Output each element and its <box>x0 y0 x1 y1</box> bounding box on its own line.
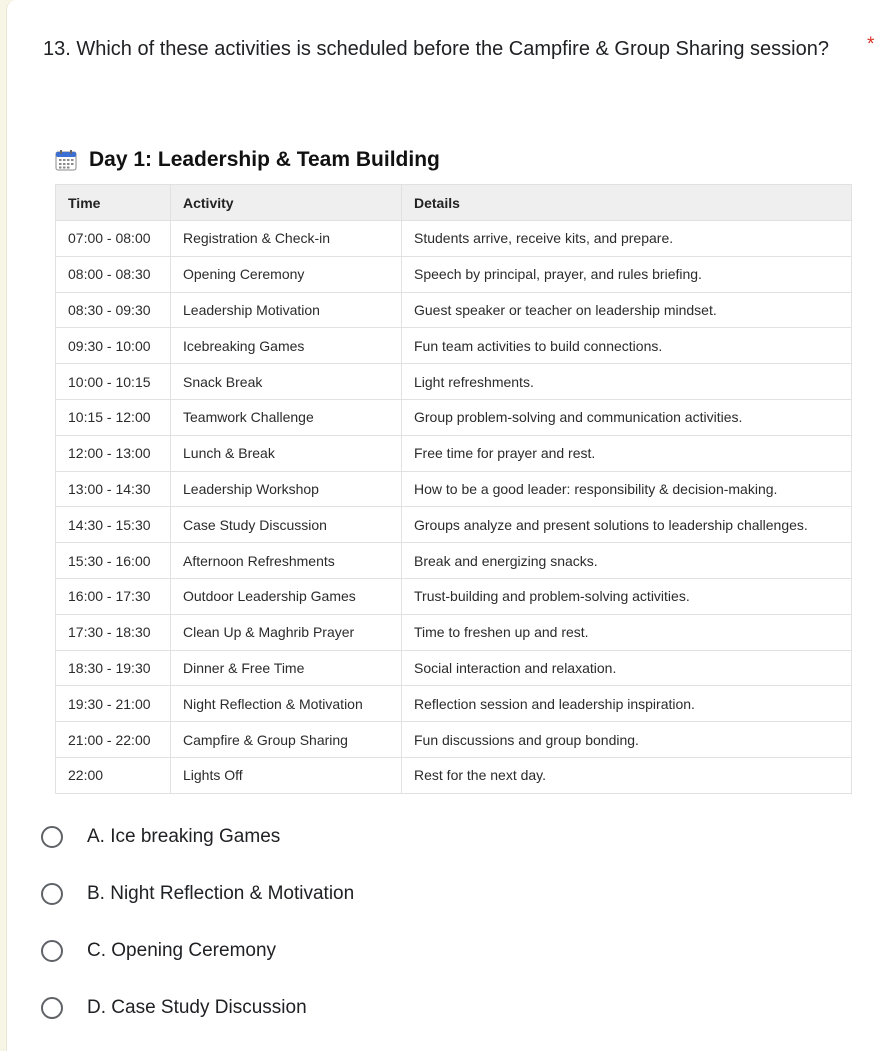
table-row <box>56 399 852 435</box>
table-row <box>56 543 852 579</box>
activity-cell: Dinner & Free Time <box>171 650 402 686</box>
table-row <box>56 292 852 328</box>
details-cell: Break and energizing snacks. <box>402 543 852 579</box>
activity-cell: Teamwork Challenge <box>171 399 402 435</box>
time-cell: 10:15 - 12:00 <box>56 399 171 435</box>
details-cell: Time to freshen up and rest. <box>402 614 852 650</box>
details-cell: Group problem-solving and communication activities. <box>402 399 852 435</box>
activity-cell: Lights Off <box>171 757 402 793</box>
details-cell: Trust-building and problem-solving activities. <box>402 578 852 614</box>
details-cell: Reflection session and leadership inspiration. <box>402 686 852 722</box>
schedule-title-row <box>55 144 853 176</box>
time-cell: 17:30 - 18:30 <box>56 614 171 650</box>
activity-cell: Afternoon Refreshments <box>171 543 402 579</box>
answer-options <box>41 808 354 1036</box>
radio-button[interactable] <box>41 940 63 962</box>
activity-cell: Opening Ceremony <box>171 256 402 292</box>
details-cell: Free time for prayer and rest. <box>402 435 852 471</box>
activity-cell: Lunch & Break <box>171 435 402 471</box>
time-cell: 08:30 - 09:30 <box>56 292 171 328</box>
table-row <box>56 471 852 507</box>
column-header-details: Details <box>402 185 852 221</box>
details-cell: Light refreshments. <box>402 364 852 400</box>
activity-cell: Case Study Discussion <box>171 507 402 543</box>
option-label: C. Opening Ceremony <box>87 939 277 961</box>
schedule-table <box>55 184 852 794</box>
details-cell: Social interaction and relaxation. <box>402 650 852 686</box>
time-cell: 15:30 - 16:00 <box>56 543 171 579</box>
time-cell: 09:30 - 10:00 <box>56 328 171 364</box>
details-cell: Students arrive, receive kits, and prepare. <box>402 221 852 257</box>
schedule-title: Day 1: Leadership & Team Building <box>89 148 440 171</box>
answer-option-a[interactable] <box>41 808 354 865</box>
activity-cell: Campfire & Group Sharing <box>171 722 402 758</box>
time-cell: 10:00 - 10:15 <box>56 364 171 400</box>
details-cell: How to be a good leader: responsibility & decision-making. <box>402 471 852 507</box>
activity-cell: Leadership Workshop <box>171 471 402 507</box>
activity-cell: Icebreaking Games <box>171 328 402 364</box>
time-cell: 07:00 - 08:00 <box>56 221 171 257</box>
radio-button[interactable] <box>41 997 63 1019</box>
table-row <box>56 614 852 650</box>
question-card <box>6 0 891 1051</box>
activity-cell: Snack Break <box>171 364 402 400</box>
time-cell: 12:00 - 13:00 <box>56 435 171 471</box>
time-cell: 18:30 - 19:30 <box>56 650 171 686</box>
time-cell: 22:00 <box>56 757 171 793</box>
activity-cell: Leadership Motivation <box>171 292 402 328</box>
required-marker: * <box>867 34 875 55</box>
table-row <box>56 757 852 793</box>
schedule-image <box>55 144 853 794</box>
column-header-activity: Activity <box>171 185 402 221</box>
activity-cell: Registration & Check-in <box>171 221 402 257</box>
option-label: D. Case Study Discussion <box>87 996 307 1018</box>
details-cell: Groups analyze and present solutions to leadership challenges. <box>402 507 852 543</box>
details-cell: Fun team activities to build connections. <box>402 328 852 364</box>
time-cell: 14:30 - 15:30 <box>56 507 171 543</box>
radio-button[interactable] <box>41 883 63 905</box>
calendar-icon <box>55 149 77 171</box>
details-cell: Guest speaker or teacher on leadership mindset. <box>402 292 852 328</box>
activity-cell: Clean Up & Maghrib Prayer <box>171 614 402 650</box>
details-cell: Rest for the next day. <box>402 757 852 793</box>
radio-button[interactable] <box>41 826 63 848</box>
table-row <box>56 364 852 400</box>
option-label: B. Night Reflection & Motivation <box>87 882 355 904</box>
time-cell: 13:00 - 14:30 <box>56 471 171 507</box>
table-row <box>56 221 852 257</box>
time-cell: 08:00 - 08:30 <box>56 256 171 292</box>
column-header-time: Time <box>56 185 171 221</box>
table-row <box>56 256 852 292</box>
table-row <box>56 328 852 364</box>
table-row <box>56 686 852 722</box>
answer-option-c[interactable] <box>41 922 354 979</box>
time-cell: 19:30 - 21:00 <box>56 686 171 722</box>
details-cell: Fun discussions and group bonding. <box>402 722 852 758</box>
activity-cell: Night Reflection & Motivation <box>171 686 402 722</box>
answer-option-d[interactable] <box>41 979 354 1036</box>
time-cell: 21:00 - 22:00 <box>56 722 171 758</box>
activity-cell: Outdoor Leadership Games <box>171 578 402 614</box>
table-row <box>56 578 852 614</box>
table-row <box>56 722 852 758</box>
option-label: A. Ice breaking Games <box>87 825 281 847</box>
answer-option-b[interactable] <box>41 865 354 922</box>
table-row <box>56 507 852 543</box>
table-row <box>56 435 852 471</box>
table-header-row <box>56 185 852 221</box>
table-row <box>56 650 852 686</box>
time-cell: 16:00 - 17:30 <box>56 578 171 614</box>
question-text: 13. Which of these activities is scheduled before the Campfire & Group Sharing session? <box>43 38 829 60</box>
details-cell: Speech by principal, prayer, and rules briefing. <box>402 256 852 292</box>
